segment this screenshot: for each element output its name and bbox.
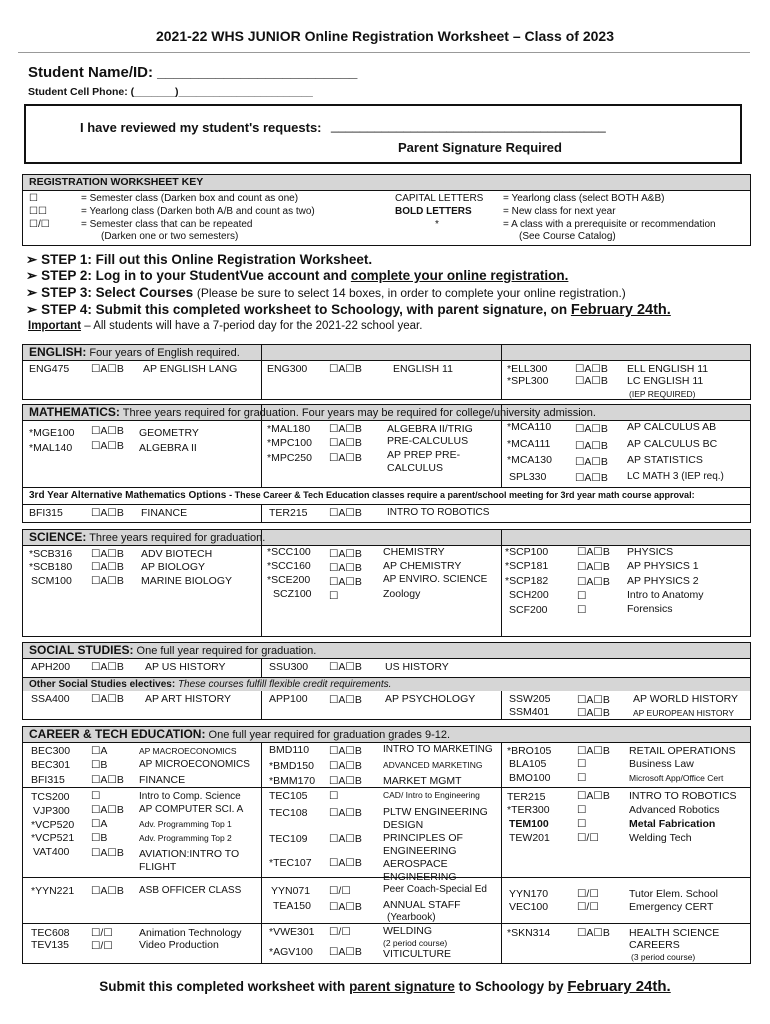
important-note — [28, 320, 422, 332]
course-checkbox[interactable]: ☐A☐B — [91, 847, 124, 859]
course-checkbox[interactable]: ☐/☐ — [91, 940, 113, 952]
course-code: TEW201 — [509, 832, 550, 844]
course-code: *MCA111 — [507, 438, 551, 450]
course-checkbox[interactable]: ☐A☐B — [577, 546, 610, 558]
key-desc: = Semester class that can be repeated — [81, 219, 253, 230]
course-checkbox[interactable]: ☐A☐B — [91, 363, 124, 375]
course-name: MARKET MGMT — [383, 775, 462, 787]
course-checkbox[interactable]: ☐A☐B — [329, 901, 362, 913]
step-4: ➢ STEP 4: Submit this completed worksheet to Schoology, with parent signature, on February 24th. — [26, 302, 671, 318]
course-name: ELL ENGLISH 11 — [627, 363, 709, 375]
course-name: AP WORLD HISTORY — [633, 693, 739, 705]
course-note: (IEP REQUIRED) — [629, 389, 696, 399]
key-desc: = Semester class (Darken box and count as one) — [81, 193, 299, 204]
social-studies-header: SOCIAL STUDIES: One full year required for graduation. — [23, 643, 750, 659]
course-code: YYN071 — [271, 885, 311, 897]
social-studies-section — [22, 642, 751, 720]
course-code: *VCP521 — [31, 832, 75, 844]
course-checkbox[interactable]: ☐A☐B — [329, 507, 362, 519]
course-checkbox[interactable]: ☐A☐B — [329, 760, 362, 772]
course-code: *VCP520 — [31, 819, 75, 831]
course-name: (2 period course) — [383, 938, 448, 948]
course-checkbox[interactable]: ☐A☐B — [575, 440, 608, 452]
course-code: *YYN221 — [31, 885, 75, 897]
key-section — [22, 174, 751, 246]
course-code: *SPL300 — [507, 375, 549, 387]
course-name: AP ENVIRO. SCIENCE — [383, 574, 488, 585]
course-checkbox[interactable]: ☐/☐ — [577, 901, 599, 913]
course-checkbox[interactable]: ☐A☐B — [329, 576, 362, 588]
alt-math-section — [22, 488, 751, 523]
course-name: MARINE BIOLOGY — [141, 575, 233, 587]
course-code: APH200 — [31, 661, 71, 673]
course-name: AP STATISTICS — [627, 454, 703, 466]
key-meaning: = A class with a prerequisite or recommendation — [503, 219, 716, 230]
course-code: *MPC250 — [267, 452, 312, 464]
course-name: ENGLISH 11 — [393, 363, 453, 375]
course-name: ADVANCED MARKETING — [383, 760, 483, 770]
course-code: BEC301 — [31, 759, 71, 771]
course-code: *SCC100 — [267, 546, 311, 558]
course-checkbox[interactable]: ☐/☐ — [329, 885, 351, 897]
course-code: SSU300 — [269, 661, 309, 673]
course-code: *BMD150 — [269, 760, 314, 772]
course-checkbox[interactable]: ☐ — [577, 804, 587, 816]
course-name: CAD/ Intro to Engineering — [383, 790, 480, 800]
course-code: SSA400 — [31, 693, 70, 705]
course-checkbox[interactable]: ☐ — [577, 772, 587, 784]
course-code: YYN170 — [509, 888, 549, 900]
course-code: *SCP182 — [505, 575, 549, 587]
course-code: SCZ100 — [273, 588, 312, 600]
course-code: VJP300 — [33, 805, 70, 817]
course-checkbox[interactable]: ☐ — [329, 590, 339, 602]
course-checkbox[interactable]: ☐ — [577, 604, 587, 616]
course-code: TEC608 — [31, 927, 70, 939]
course-checkbox[interactable]: ☐ — [329, 790, 339, 802]
course-name: Intro to Anatomy — [627, 589, 704, 601]
course-name: Microsoft App/Office Cert — [629, 773, 724, 783]
step-text: STEP 3: Select Courses — [41, 285, 197, 300]
course-checkbox[interactable]: ☐A☐B — [91, 774, 124, 786]
course-checkbox[interactable]: ☐A☐B — [577, 694, 610, 706]
course-checkbox[interactable]: ☐A☐B — [575, 363, 608, 375]
course-name: ALGEBRA II/TRIG — [387, 423, 473, 435]
course-name: AP CALCULUS AB — [627, 421, 717, 433]
course-name: Forensics — [627, 603, 673, 615]
course-checkbox[interactable]: ☐ — [577, 758, 587, 770]
course-name: (Yearbook) — [387, 912, 436, 923]
course-name: CAREERS — [629, 939, 680, 951]
course-code: SCM100 — [31, 575, 72, 587]
course-checkbox[interactable]: ☐A☐B — [329, 437, 362, 449]
course-checkbox[interactable]: ☐B — [91, 759, 108, 771]
key-symbol: ☐☐ — [29, 206, 47, 217]
step-3: ➢ STEP 3: Select Courses (Please be sure to select 14 boxes, in order to complete your online registration.) — [26, 285, 626, 300]
course-name: INTRO TO ROBOTICS — [629, 790, 737, 802]
course-name: (3 period course) — [631, 952, 696, 962]
course-name: AP US HISTORY — [145, 661, 226, 673]
course-code: SCF200 — [509, 604, 548, 616]
course-code: VAT400 — [33, 846, 70, 858]
course-code: BMO100 — [509, 772, 551, 784]
course-code: ENG300 — [267, 363, 308, 375]
course-name: Adv. Programming Top 2 — [139, 833, 232, 843]
parent-signature-label: Parent Signature Required — [398, 140, 562, 155]
step-text: STEP 1: Fill out this Online Registration Worksheet. — [41, 252, 373, 267]
key-desc: (Darken one or two semesters) — [101, 231, 239, 242]
step-2: ➢ STEP 2: Log in to your StudentVue account and complete your online registration. — [26, 268, 569, 283]
course-name: ADV BIOTECH — [141, 548, 213, 560]
course-name: AP ENGLISH LANG — [143, 363, 238, 375]
footer-instruction: Submit this completed worksheet with parent signature to Schoology by February 24th. — [99, 978, 671, 995]
course-code: TER215 — [269, 507, 308, 519]
course-code: BLA105 — [509, 758, 547, 770]
step-underline: complete your online registration. — [350, 268, 569, 283]
course-name: FLIGHT — [139, 861, 177, 873]
cte-header: CAREER & TECH EDUCATION: One full year required for graduation grades 9-12. — [23, 727, 750, 743]
course-code: *MAL180 — [267, 423, 311, 435]
course-code: *MPC100 — [267, 437, 312, 449]
course-checkbox[interactable]: ☐A — [91, 745, 108, 757]
key-meaning: = New class for next year — [503, 206, 616, 217]
page-title: 2021-22 WHS JUNIOR Online Registration Worksheet – Class of 2023 — [155, 28, 614, 44]
step-note: (Please be sure to select 14 boxes, in order to complete your online registration.) — [196, 286, 626, 300]
course-code: BFI315 — [29, 507, 63, 519]
course-code: SPL330 — [509, 471, 547, 483]
student-phone-label[interactable]: Student Cell Phone: (_______)_______________________ — [28, 86, 313, 98]
ss-electives-header: Other Social Studies electives: These courses fulfill flexible credit requirements. — [23, 678, 750, 691]
course-checkbox[interactable]: ☐/☐ — [91, 927, 113, 939]
course-code: *MGE100 — [29, 427, 75, 439]
course-code: *BMM170 — [269, 775, 316, 787]
course-checkbox[interactable]: ☐ — [91, 790, 101, 802]
course-checkbox[interactable]: ☐A☐B — [329, 807, 362, 819]
course-name: AP PREP PRE- — [387, 449, 461, 461]
course-name: INTRO TO ROBOTICS — [387, 507, 490, 518]
course-name: AP PSYCHOLOGY — [385, 693, 476, 705]
course-checkbox[interactable]: ☐A☐B — [91, 561, 124, 573]
course-name: AEROSPACE — [383, 858, 448, 870]
course-checkbox[interactable]: ☐A☐B — [575, 375, 608, 387]
course-name: WELDING — [383, 925, 433, 937]
course-name: CHEMISTRY — [383, 546, 445, 558]
course-code: *SCE200 — [267, 574, 311, 586]
course-name: Emergency CERT — [629, 901, 714, 913]
course-checkbox[interactable]: ☐B — [91, 832, 108, 844]
course-name: PLTW ENGINEERING — [383, 806, 488, 818]
course-code: *SCP181 — [505, 560, 549, 572]
course-name: FINANCE — [139, 774, 186, 786]
course-code: *TER300 — [507, 804, 550, 816]
parent-signature-line[interactable]: ______________________________________ — [331, 118, 606, 133]
course-name: AP PHYSICS 1 — [627, 560, 699, 572]
important-text: – All students will have a 7-period day for the 2021-22 school year. — [84, 320, 423, 332]
course-checkbox[interactable]: ☐A☐B — [329, 857, 362, 869]
course-code: *SCB180 — [29, 561, 73, 573]
course-code: TEC105 — [269, 790, 308, 802]
course-checkbox[interactable]: ☐A☐B — [329, 946, 362, 958]
english-header: ENGLISH: Four years of English required. — [23, 345, 750, 361]
course-code: *MCA110 — [507, 421, 552, 433]
math-section — [22, 404, 751, 488]
course-code: SSW205 — [509, 693, 551, 705]
course-code: BFI315 — [31, 774, 65, 786]
course-name: GEOMETRY — [139, 427, 199, 439]
course-checkbox[interactable]: ☐A☐B — [575, 456, 608, 468]
course-checkbox[interactable]: ☐A☐B — [329, 562, 362, 574]
course-code: TEV135 — [31, 939, 69, 951]
course-checkbox[interactable]: ☐/☐ — [577, 832, 599, 844]
course-name: Video Production — [139, 939, 219, 951]
course-code: *VWE301 — [269, 926, 315, 938]
course-name: AP CALCULUS BC — [627, 438, 718, 450]
course-checkbox[interactable]: ☐A☐B — [575, 472, 608, 484]
course-name: AP BIOLOGY — [141, 561, 205, 573]
cte-section — [22, 726, 751, 964]
course-checkbox[interactable]: ☐A☐B — [329, 423, 362, 435]
course-code: *BRO105 — [507, 745, 552, 757]
parent-review-box — [24, 104, 742, 164]
course-name: Intro to Comp. Science — [139, 791, 241, 802]
course-code: TEA150 — [273, 900, 311, 912]
course-code: TER215 — [507, 791, 546, 803]
course-name: AP PHYSICS 2 — [627, 575, 699, 587]
course-name: PRINCIPLES OF — [383, 832, 463, 844]
course-code: APP100 — [269, 693, 308, 705]
course-name: Animation Technology — [139, 927, 242, 939]
course-code: *SCC160 — [267, 560, 311, 572]
course-name: VITICULTURE — [383, 948, 452, 960]
course-checkbox[interactable]: ☐A☐B — [91, 693, 124, 705]
math-header: MATHEMATICS: Three years required for graduation. Four years may be required for college/university admission. — [23, 405, 750, 421]
course-checkbox[interactable]: ☐A☐B — [329, 833, 362, 845]
step-text: STEP 2: Log in to your StudentVue account and — [41, 268, 351, 283]
course-checkbox[interactable]: ☐A — [91, 818, 108, 830]
course-name: AP COMPUTER SCI. A — [139, 804, 244, 815]
course-checkbox[interactable]: ☐/☐ — [577, 888, 599, 900]
course-name: ENGINEERING — [383, 845, 457, 857]
step-date: February 24th. — [570, 302, 671, 318]
course-name: ALGEBRA II — [139, 442, 197, 454]
course-code: BEC300 — [31, 745, 71, 757]
course-name: AP ART HISTORY — [145, 693, 231, 705]
course-name: Zoology — [383, 588, 421, 600]
course-name: Business Law — [629, 758, 694, 770]
important-label: Important — [28, 320, 82, 332]
key-symbol: ☐ — [29, 193, 38, 204]
course-checkbox[interactable]: ☐A☐B — [329, 452, 362, 464]
course-name: ENGINEERING — [383, 871, 457, 883]
course-code: VEC100 — [509, 901, 549, 913]
course-code: *ELL300 — [507, 363, 548, 375]
course-checkbox[interactable]: ☐A☐B — [329, 775, 362, 787]
course-name: AP CHEMISTRY — [383, 560, 462, 572]
course-checkbox[interactable]: ☐A☐B — [91, 804, 124, 816]
course-name: US HISTORY — [385, 661, 449, 673]
course-checkbox[interactable]: ☐A☐B — [329, 745, 362, 757]
key-meaning: = Yearlong class (select BOTH A&B) — [503, 193, 665, 204]
course-code: SSM401 — [509, 706, 550, 718]
course-checkbox[interactable]: ☐A☐B — [577, 790, 610, 802]
key-code: BOLD LETTERS — [395, 206, 472, 217]
course-checkbox[interactable]: ☐A☐B — [91, 425, 124, 437]
course-code: SCH200 — [509, 589, 549, 601]
course-name: HEALTH SCIENCE — [629, 927, 720, 939]
course-name: Adv. Programming Top 1 — [139, 819, 232, 829]
course-code: *MCA130 — [507, 454, 552, 466]
course-code: TEC108 — [269, 807, 308, 819]
course-name: LC ENGLISH 11 — [627, 375, 704, 387]
course-name: Welding Tech — [629, 832, 692, 844]
course-code: *SCB316 — [29, 548, 73, 560]
course-checkbox[interactable]: ☐A☐B — [329, 548, 362, 560]
course-code: TCS200 — [31, 791, 70, 803]
course-checkbox[interactable]: ☐A☐B — [91, 575, 124, 587]
course-name: CALCULUS — [387, 462, 444, 474]
course-checkbox[interactable]: ☐A☐B — [91, 661, 124, 673]
course-name: PHYSICS — [627, 546, 674, 558]
course-name: FINANCE — [141, 507, 188, 519]
alt-math-header: 3rd Year Alternative Mathematics Options - These Career & Tech Education classes require a parent/school meeting for 3rd year math course approval: — [29, 490, 695, 501]
course-name: LC MATH 3 (IEP req.) — [627, 471, 724, 482]
course-name: DESIGN — [383, 819, 424, 831]
course-name: Tutor Elem. School — [629, 888, 718, 900]
course-checkbox[interactable]: ☐A☐B — [577, 927, 610, 939]
course-code: BMD110 — [269, 744, 310, 756]
course-name: AP EUROPEAN HISTORY — [633, 708, 735, 718]
science-header: SCIENCE: Three years required for graduation. — [23, 530, 750, 546]
course-code: *TEC107 — [269, 857, 312, 869]
key-meaning: (See Course Catalog) — [519, 231, 616, 242]
course-checkbox[interactable]: ☐A☐B — [329, 661, 362, 673]
course-name: Advanced Robotics — [629, 804, 720, 816]
course-name: Peer Coach-Special Ed — [383, 884, 487, 895]
course-checkbox[interactable]: ☐A☐B — [91, 507, 124, 519]
step-1: ➢ STEP 1: Fill out this Online Registration Worksheet. — [26, 252, 373, 267]
course-name: ANNUAL STAFF — [383, 899, 461, 911]
key-symbol: ☐/☐ — [29, 219, 50, 230]
english-section — [22, 344, 751, 400]
course-code: ENG475 — [29, 363, 70, 375]
course-code: *SKN314 — [507, 927, 551, 939]
course-checkbox[interactable]: ☐A☐B — [577, 576, 610, 588]
key-header: REGISTRATION WORKSHEET KEY — [23, 175, 750, 191]
course-checkbox[interactable]: ☐A☐B — [91, 885, 124, 897]
key-desc: = Yearlong class (Darken both A/B and count as two) — [81, 206, 315, 217]
course-checkbox[interactable]: ☐A☐B — [575, 423, 608, 435]
course-checkbox[interactable]: ☐A☐B — [577, 561, 610, 573]
course-checkbox[interactable]: ☐A☐B — [91, 548, 124, 560]
step-text: STEP 4: Submit this completed worksheet to Schoology, with parent signature, on — [41, 302, 571, 317]
course-code: TEC109 — [269, 833, 308, 845]
course-checkbox[interactable]: ☐A☐B — [91, 440, 124, 452]
course-code: *AGV100 — [269, 946, 313, 958]
key-code: CAPITAL LETTERS — [395, 193, 484, 204]
course-name: AP MACROECONOMICS — [139, 746, 237, 756]
student-name-label[interactable]: Student Name/ID: ________________________ — [28, 64, 358, 81]
science-section — [22, 529, 751, 637]
course-checkbox[interactable]: ☐A☐B — [329, 694, 362, 706]
course-checkbox[interactable]: ☐ — [577, 590, 587, 602]
key-code: * — [435, 219, 439, 230]
course-code: TEM100 — [509, 818, 549, 830]
course-name: Metal Fabrication — [629, 818, 716, 830]
course-name: INTRO TO MARKETING — [383, 744, 493, 755]
course-code: *MAL140 — [29, 442, 73, 454]
parent-review-label: I have reviewed my student's requests: — [80, 120, 322, 135]
course-checkbox[interactable]: ☐A☐B — [577, 745, 610, 757]
course-name: AP MICROECONOMICS — [139, 759, 250, 770]
course-name: RETAIL OPERATIONS — [629, 745, 736, 757]
title-divider — [18, 52, 750, 53]
course-code: *SCP100 — [505, 546, 549, 558]
course-checkbox[interactable]: ☐/☐ — [329, 926, 351, 938]
course-checkbox[interactable]: ☐A☐B — [329, 363, 362, 375]
course-checkbox[interactable]: ☐A☐B — [577, 707, 610, 719]
course-name: AVIATION:INTRO TO — [139, 848, 240, 860]
course-name: ASB OFFICER CLASS — [139, 885, 242, 896]
course-checkbox[interactable]: ☐ — [577, 818, 587, 830]
course-name: PRE-CALCULUS — [387, 435, 469, 447]
